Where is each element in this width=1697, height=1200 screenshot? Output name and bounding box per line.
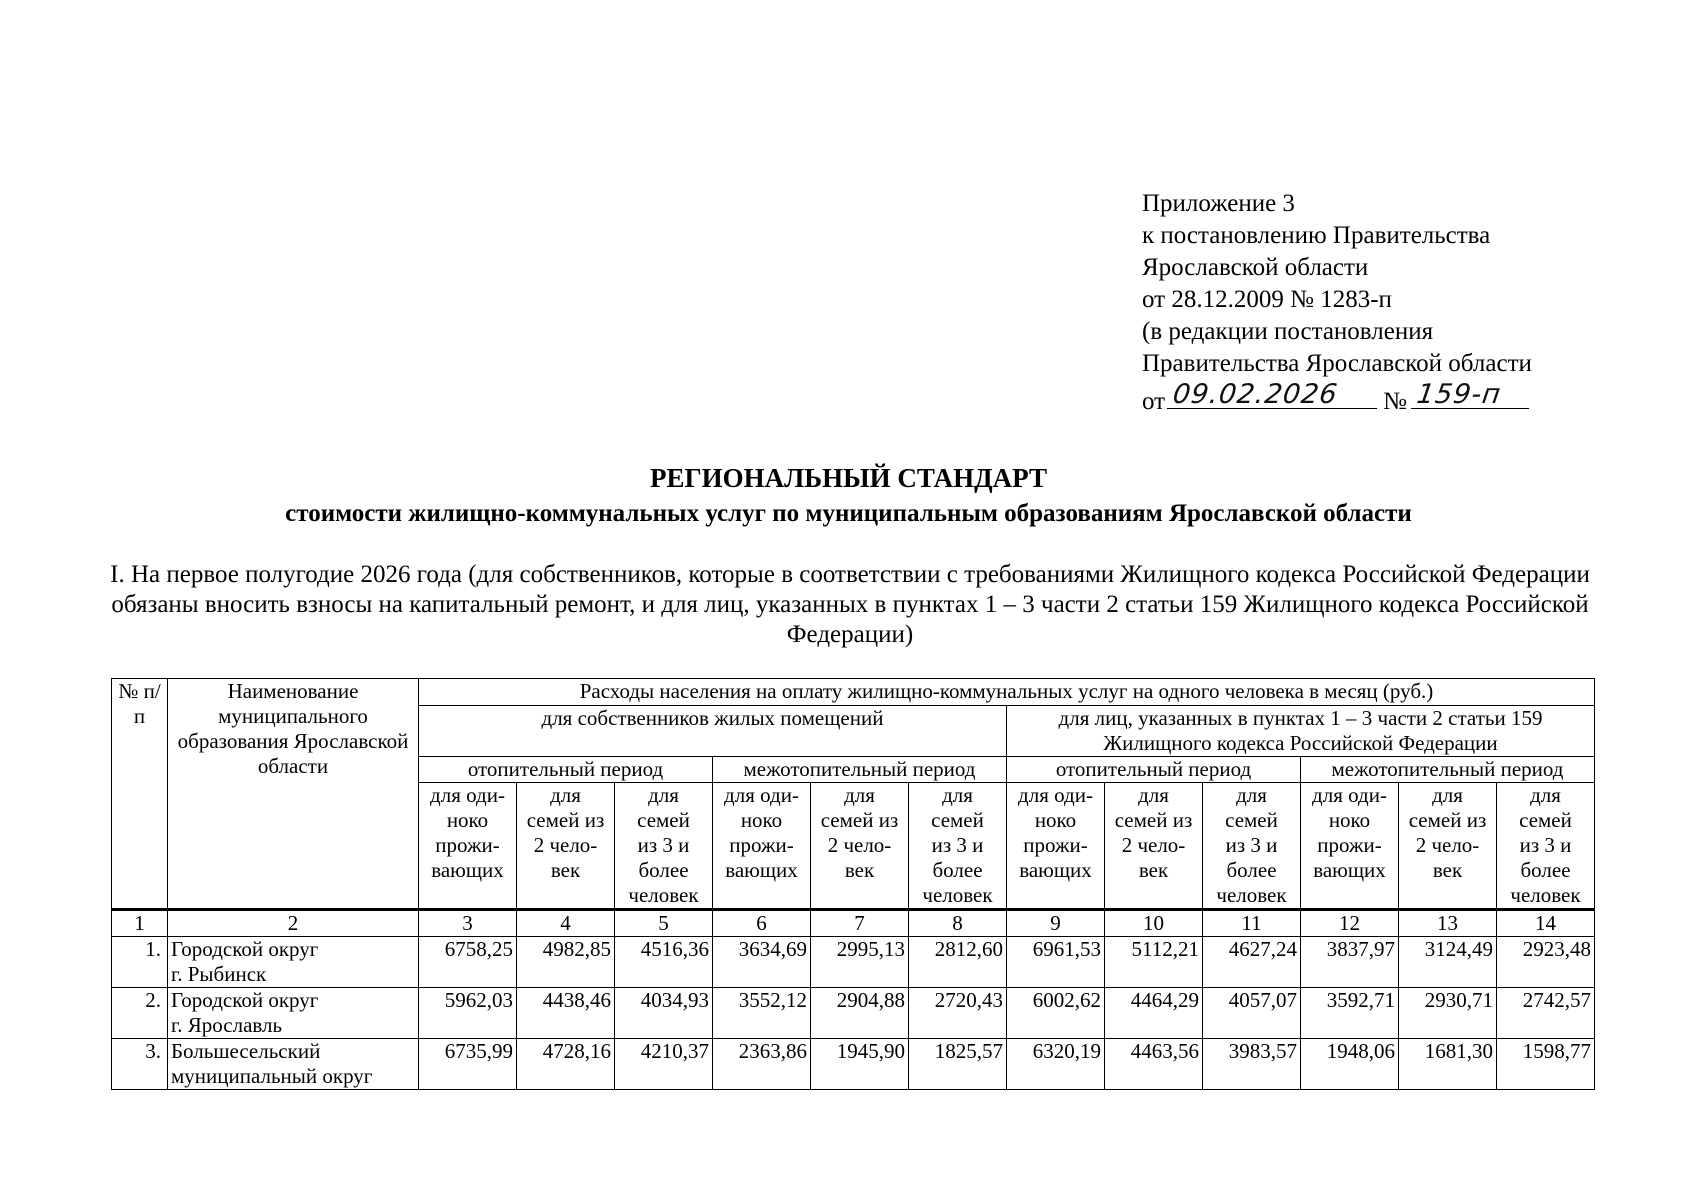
value-cell: 2995,13 — [811, 937, 909, 988]
value-cell: 1681,30 — [1399, 1039, 1497, 1090]
handwritten-date: 09.02.2026 — [1171, 379, 1340, 410]
subheader-three: для семей из 3 и более человек — [909, 783, 1007, 910]
row-name: Городской округ г. Рыбинск — [168, 937, 419, 988]
value-cell: 3634,69 — [713, 937, 811, 988]
row-name: Городской округ г. Ярославль — [168, 988, 419, 1039]
value-cell: 4057,07 — [1203, 988, 1301, 1039]
value-cell: 6961,53 — [1007, 937, 1105, 988]
header-name: Наименование муниципального образования Ярославской области — [168, 679, 419, 910]
subheader-two: для семей из 2 чело- век — [1399, 783, 1497, 910]
value-cell: 2923,48 — [1497, 937, 1595, 988]
appendix-line-7 — [1142, 380, 1532, 418]
value-cell: 6002,62 — [1007, 988, 1105, 1039]
value-cell: 3837,97 — [1301, 937, 1399, 988]
appendix-line-4: от 28.12.2009 № 1283-п — [1142, 286, 1392, 313]
index-cell: 10 — [1105, 910, 1203, 937]
value-cell: 4728,16 — [517, 1039, 615, 1090]
index-cell: 6 — [713, 910, 811, 937]
value-cell: 2363,86 — [713, 1039, 811, 1090]
value-cell: 3124,49 — [1399, 937, 1497, 988]
standard-table — [111, 678, 1595, 1090]
index-cell: 9 — [1007, 910, 1105, 937]
value-cell: 1598,77 — [1497, 1039, 1595, 1090]
table-row — [112, 937, 1595, 988]
value-cell: 4627,24 — [1203, 937, 1301, 988]
table-row — [112, 1039, 1595, 1090]
row-number: 2. — [112, 988, 168, 1039]
value-cell: 4464,29 — [1105, 988, 1203, 1039]
appendix-line-1: Приложение 3 — [1142, 190, 1295, 217]
value-cell: 6735,99 — [419, 1039, 517, 1090]
header-heating-persons: отопительный период — [1007, 757, 1301, 783]
document-title: РЕГИОНАЛЬНЫЙ СТАНДАРТ — [650, 463, 1047, 493]
value-cell: 2720,43 — [909, 988, 1007, 1039]
appendix-block — [1142, 188, 1532, 418]
handwritten-number: 159-п — [1414, 379, 1504, 410]
subheader-three: для семей из 3 и более человек — [615, 783, 713, 910]
document-subtitle: стоимости жилищно-коммунальных услуг по муниципальным образованиям Ярославской области — [285, 500, 1412, 527]
value-cell: 4982,85 — [517, 937, 615, 988]
value-cell: 1825,57 — [909, 1039, 1007, 1090]
value-cell: 3552,12 — [713, 988, 811, 1039]
subheader-three: для семей из 3 и более человек — [1203, 783, 1301, 910]
value-cell: 5112,21 — [1105, 937, 1203, 988]
index-cell: 8 — [909, 910, 1007, 937]
subheader-three: для семей из 3 и более человек — [1497, 783, 1595, 910]
value-cell: 6320,19 — [1007, 1039, 1105, 1090]
value-cell: 6758,25 — [419, 937, 517, 988]
date-signature-line — [1167, 380, 1377, 409]
value-cell: 2812,60 — [909, 937, 1007, 988]
value-cell: 5962,03 — [419, 988, 517, 1039]
subheader-two: для семей из 2 чело- век — [1105, 783, 1203, 910]
index-cell: 7 — [811, 910, 909, 937]
value-cell: 2904,88 — [811, 988, 909, 1039]
value-cell: 4210,37 — [615, 1039, 713, 1090]
row-number: 1. — [112, 937, 168, 988]
index-cell: 1 — [112, 910, 168, 937]
value-cell: 4463,56 — [1105, 1039, 1203, 1090]
index-cell: 3 — [419, 910, 517, 937]
index-cell: 5 — [615, 910, 713, 937]
table-row — [112, 988, 1595, 1039]
index-cell: 12 — [1301, 910, 1399, 937]
index-cell: 13 — [1399, 910, 1497, 937]
value-cell: 3592,71 — [1301, 988, 1399, 1039]
header-group-owners: для собственников жилых помещений — [419, 706, 1007, 757]
index-cell: 11 — [1203, 910, 1301, 937]
number-label: № — [1383, 388, 1407, 415]
appendix-line-3: Ярославской области — [1142, 254, 1369, 281]
header-heating-owners: отопительный период — [419, 757, 713, 783]
value-cell: 4516,36 — [615, 937, 713, 988]
appendix-line-2: к постановлению Правительства — [1142, 222, 1491, 249]
value-cell: 1948,06 — [1301, 1039, 1399, 1090]
number-signature-line — [1411, 380, 1529, 409]
appendix-line-6: Правительства Ярославской области — [1142, 350, 1532, 377]
row-number: 3. — [112, 1039, 168, 1090]
section-heading: I. На первое полугодие 2026 года (для собственников, которые в соответствии с требованиями Жилищного кодекса Российской Федерации обязаны вносить взносы на капитальный ремонт, и для лиц, указанных в пунктах 1 – 3 части 2 статьи 159 Жилищного кодекса Российской Федерации) — [110, 561, 1590, 648]
value-cell: 4034,93 — [615, 988, 713, 1039]
value-cell: 3983,57 — [1203, 1039, 1301, 1090]
header-nonheating-persons: межотопительный период — [1301, 757, 1595, 783]
subheader-single: для оди- ноко прожи- вающих — [713, 783, 811, 910]
value-cell: 2930,71 — [1399, 988, 1497, 1039]
value-cell: 1945,90 — [811, 1039, 909, 1090]
appendix-line-5: (в редакции постановления — [1142, 318, 1434, 345]
header-expenses: Расходы населения на оплату жилищно-коммунальных услуг на одного человека в месяц (руб.) — [419, 679, 1595, 706]
index-cell: 14 — [1497, 910, 1595, 937]
value-cell: 2742,57 — [1497, 988, 1595, 1039]
index-cell: 4 — [517, 910, 615, 937]
index-cell: 2 — [168, 910, 419, 937]
subheader-single: для оди- ноко прожи- вающих — [1007, 783, 1105, 910]
from-label: от — [1142, 388, 1166, 415]
subheader-two: для семей из 2 чело- век — [517, 783, 615, 910]
subheader-two: для семей из 2 чело- век — [811, 783, 909, 910]
header-nonheating-owners: межотопительный период — [713, 757, 1007, 783]
header-no: № п/п — [112, 679, 168, 910]
subheader-single: для оди- ноко прожи- вающих — [1301, 783, 1399, 910]
subheader-single: для оди- ноко прожи- вающих — [419, 783, 517, 910]
value-cell: 4438,46 — [517, 988, 615, 1039]
header-group-persons: для лиц, указанных в пунктах 1 – 3 части 2 статьи 159 Жилищного кодекса Российской Федерации — [1007, 706, 1595, 757]
row-name: Большесельский муниципальный округ — [168, 1039, 419, 1090]
